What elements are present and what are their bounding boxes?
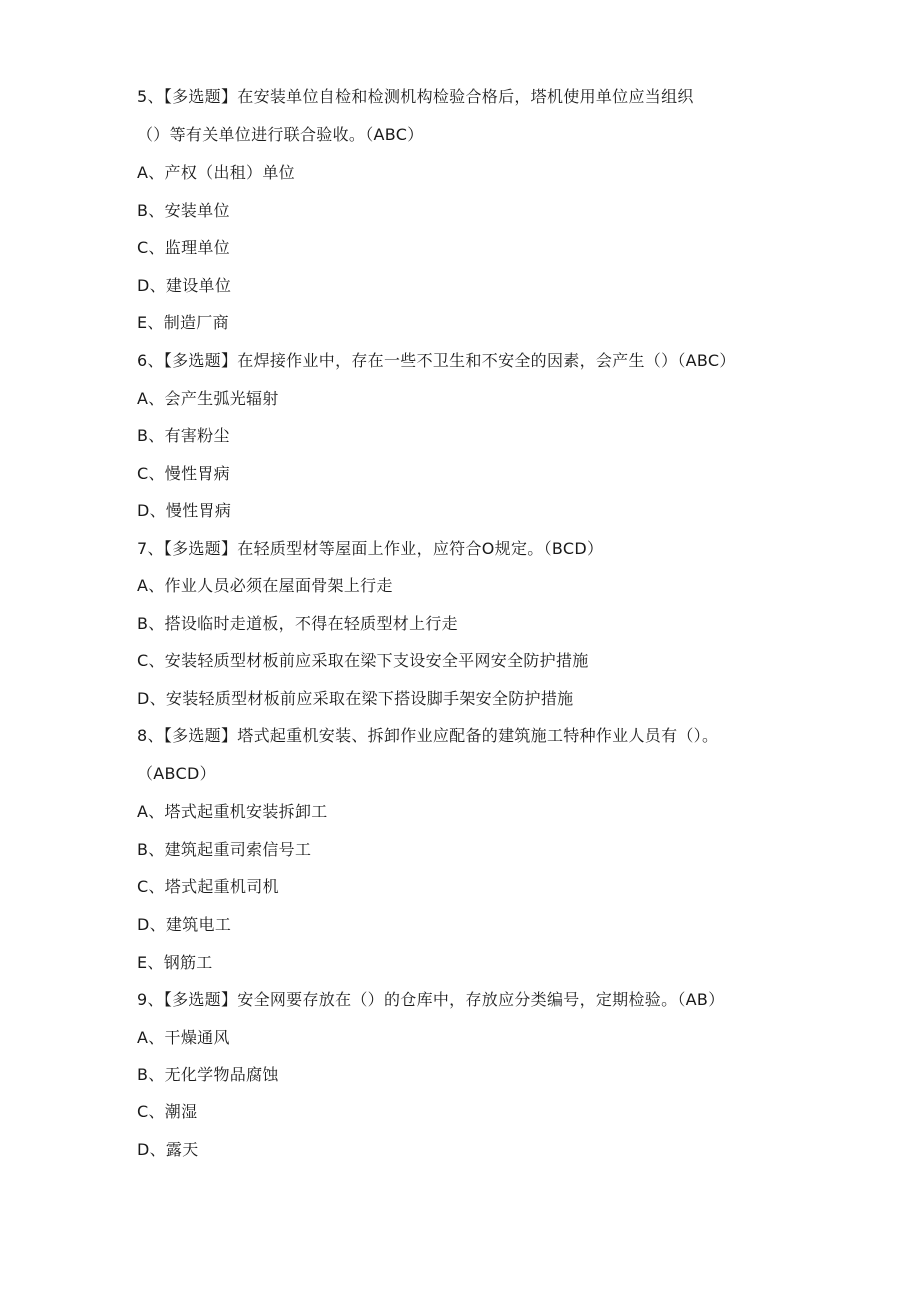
question-5-stem: 5、【多选题】在安装单位自检和检测机构检验合格后，塔机使用单位应当组织 <box>137 87 694 106</box>
question-8-option-b: B、建筑起重司索信号工 <box>137 840 312 859</box>
question-9-stem: 9、【多选题】安全网要存放在（）的仓库中，存放应分类编号，定期检验。（AB） <box>137 990 725 1009</box>
question-8-option-e: E、钢筋工 <box>137 953 213 972</box>
question-9-option-d: D、露天 <box>137 1140 199 1159</box>
question-5-option-a: A、产权（出租）单位 <box>137 163 295 182</box>
question-6-option-b: B、有害粉尘 <box>137 426 230 445</box>
question-8-option-d: D、建筑电工 <box>137 915 232 934</box>
question-5-option-e: E、制造厂商 <box>137 313 229 332</box>
question-8-option-c: C、塔式起重机司机 <box>137 877 279 896</box>
question-6-option-a: A、会产生弧光辐射 <box>137 389 279 408</box>
question-8-stem: 8、【多选题】塔式起重机安装、拆卸作业应配备的建筑施工特种作业人员有（）。 <box>137 726 719 745</box>
question-6-option-d: D、慢性胃病 <box>137 501 232 520</box>
question-7-option-a: A、作业人员必须在屋面骨架上行走 <box>137 576 393 595</box>
question-6-option-c: C、慢性胃病 <box>137 464 230 483</box>
question-7-option-c: C、安装轻质型材板前应采取在梁下支设安全平网安全防护措施 <box>137 651 589 670</box>
question-5-option-c: C、监理单位 <box>137 238 230 257</box>
question-9-option-b: B、无化学物品腐蚀 <box>137 1065 279 1084</box>
question-7-option-d: D、安装轻质型材板前应采取在梁下搭设脚手架安全防护措施 <box>137 689 574 708</box>
question-7-stem: 7、【多选题】在轻质型材等屋面上作业，应符合O规定。（BCD） <box>137 539 604 558</box>
question-5-stem-continuation: （）等有关单位进行联合验收。（ABC） <box>137 125 424 144</box>
question-5-option-d: D、建设单位 <box>137 276 232 295</box>
question-8-option-a: A、塔式起重机安装拆卸工 <box>137 802 328 821</box>
question-9-option-c: C、潮湿 <box>137 1102 198 1121</box>
question-6-stem: 6、【多选题】在焊接作业中，存在一些不卫生和不安全的因素，会产生（）（ABC） <box>137 351 736 370</box>
question-7-option-b: B、搭设临时走道板，不得在轻质型材上行走 <box>137 614 458 633</box>
question-5-option-b: B、安装单位 <box>137 201 230 220</box>
question-9-option-a: A、干燥通风 <box>137 1028 230 1047</box>
question-8-stem-continuation: （ABCD） <box>137 764 216 783</box>
